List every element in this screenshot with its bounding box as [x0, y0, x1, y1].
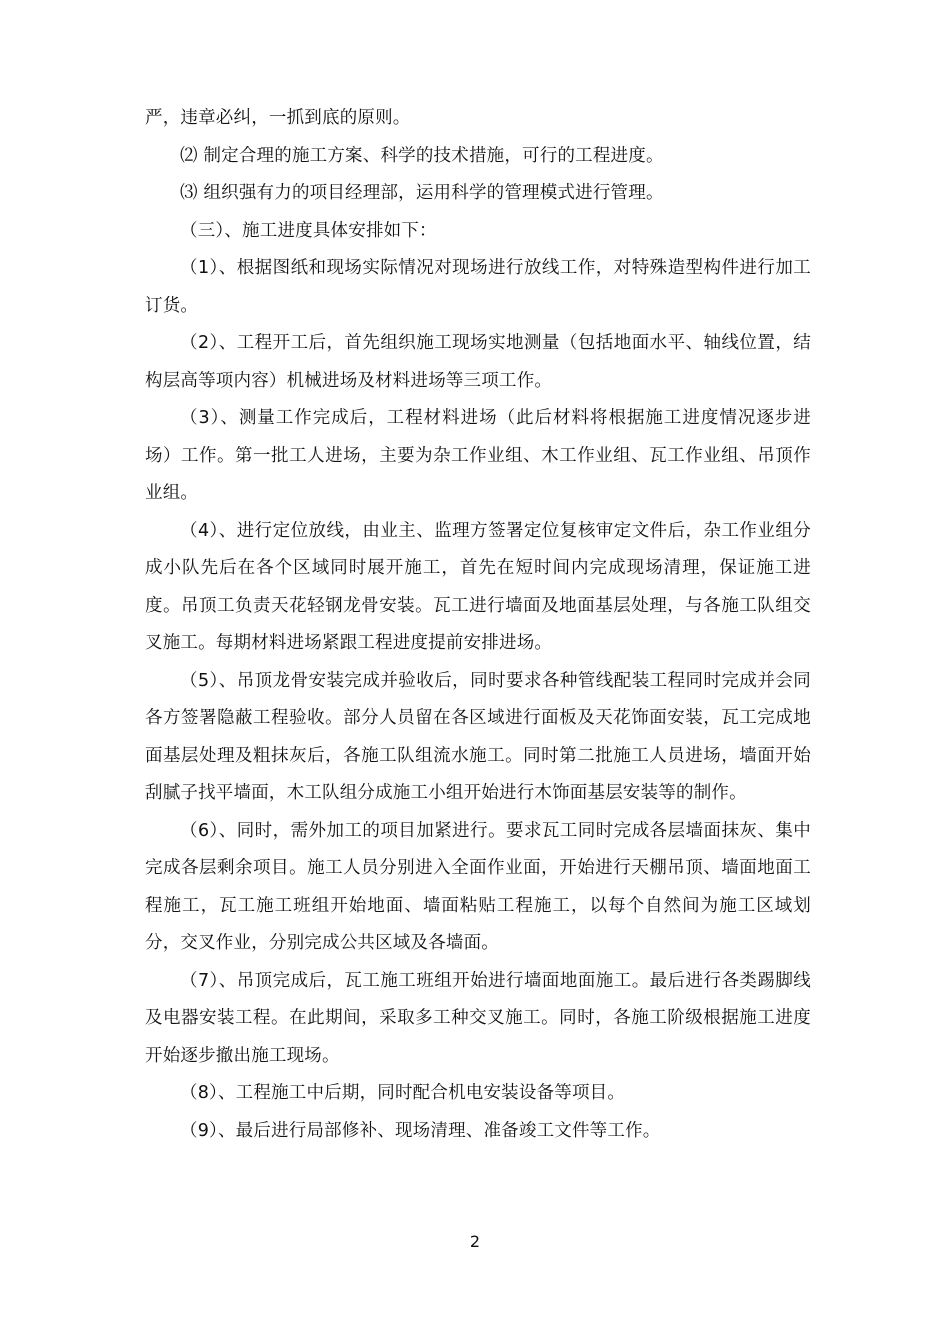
paragraph-continuation: 严，违章必纠，一抓到底的原则。 — [145, 108, 411, 128]
body-text — [145, 100, 811, 1150]
schedule-step-1: （1）、根据图纸和现场实际情况对现场进行放线工作，对特殊造型构件进行加工订货。 — [145, 258, 811, 316]
schedule-step-2: （2）、工程开工后，首先组织施工现场实地测量（包括地面水平、轴线位置，结构层高等项内容）机械进场及材料进场等三项工作。 — [145, 333, 811, 391]
schedule-step-8: （8）、工程施工中后期，同时配合机电安装设备等项目。 — [180, 1083, 626, 1103]
paragraph-item-2: ⑵ 制定合理的施工方案、科学的技术措施，可行的工程进度。 — [180, 145, 664, 166]
schedule-step-5: （5）、吊顶龙骨安装完成并验收后，同时要求各种管线配装工程同时完成并会同各方签署隐蔽工程验收。部分人员留在各区域进行面板及天花饰面安装，瓦工完成地面基层处理及粗抹灰后，各施工队组流水施工。同时第二批施工人员进场，墙面开始刮腻子找平墙面，木工队组分成施工小组开始进行木饰面基层安装等的制作。 — [145, 670, 811, 803]
schedule-step-3: （3）、测量工作完成后，工程材料进场（此后材料将根据施工进度情况逐步进场）工作。第一批工人进场，主要为杂工作业组、木工作业组、瓦工作业组、吊顶作业组。 — [145, 408, 811, 503]
schedule-step-6: （6）、同时，需外加工的项目加紧进行。要求瓦工同时完成各层墙面抹灰、集中完成各层剩余项目。施工人员分别进入全面作业面，开始进行天棚吊顶、墙面地面工程施工，瓦工施工班组开始地面、墙面粘贴工程施工，以每个自然间为施工区域划分，交叉作业，分别完成公共区域及各墙面。 — [145, 820, 811, 953]
section-heading: （三）、施工进度具体安排如下： — [180, 220, 437, 241]
page-number: 2 — [469, 1232, 481, 1251]
schedule-step-9: （9）、最后进行局部修补、现场清理、准备竣工文件等工作。 — [180, 1120, 661, 1141]
paragraph-item-3: ⑶ 组织强有力的项目经理部，运用科学的管理模式进行管理。 — [180, 183, 664, 203]
schedule-step-7: （7）、吊顶完成后，瓦工施工班组开始进行墙面地面施工。最后进行各类踢脚线及电器安装工程。在此期间，采取多工种交叉施工。同时，各施工阶级根据施工进度开始逐步撤出施工现场。 — [145, 970, 811, 1066]
schedule-step-4: （4）、进行定位放线，由业主、监理方签署定位复核审定文件后，杂工作业组分成小队先后在各个区域同时展开施工，首先在短时间内完成现场清理，保证施工进度。吊顶工负责天花轻钢龙骨安装。瓦工进行墙面及地面基层处理，与各施工队组交叉施工。每期材料进场紧跟工程进度提前安排进场。 — [145, 520, 811, 653]
